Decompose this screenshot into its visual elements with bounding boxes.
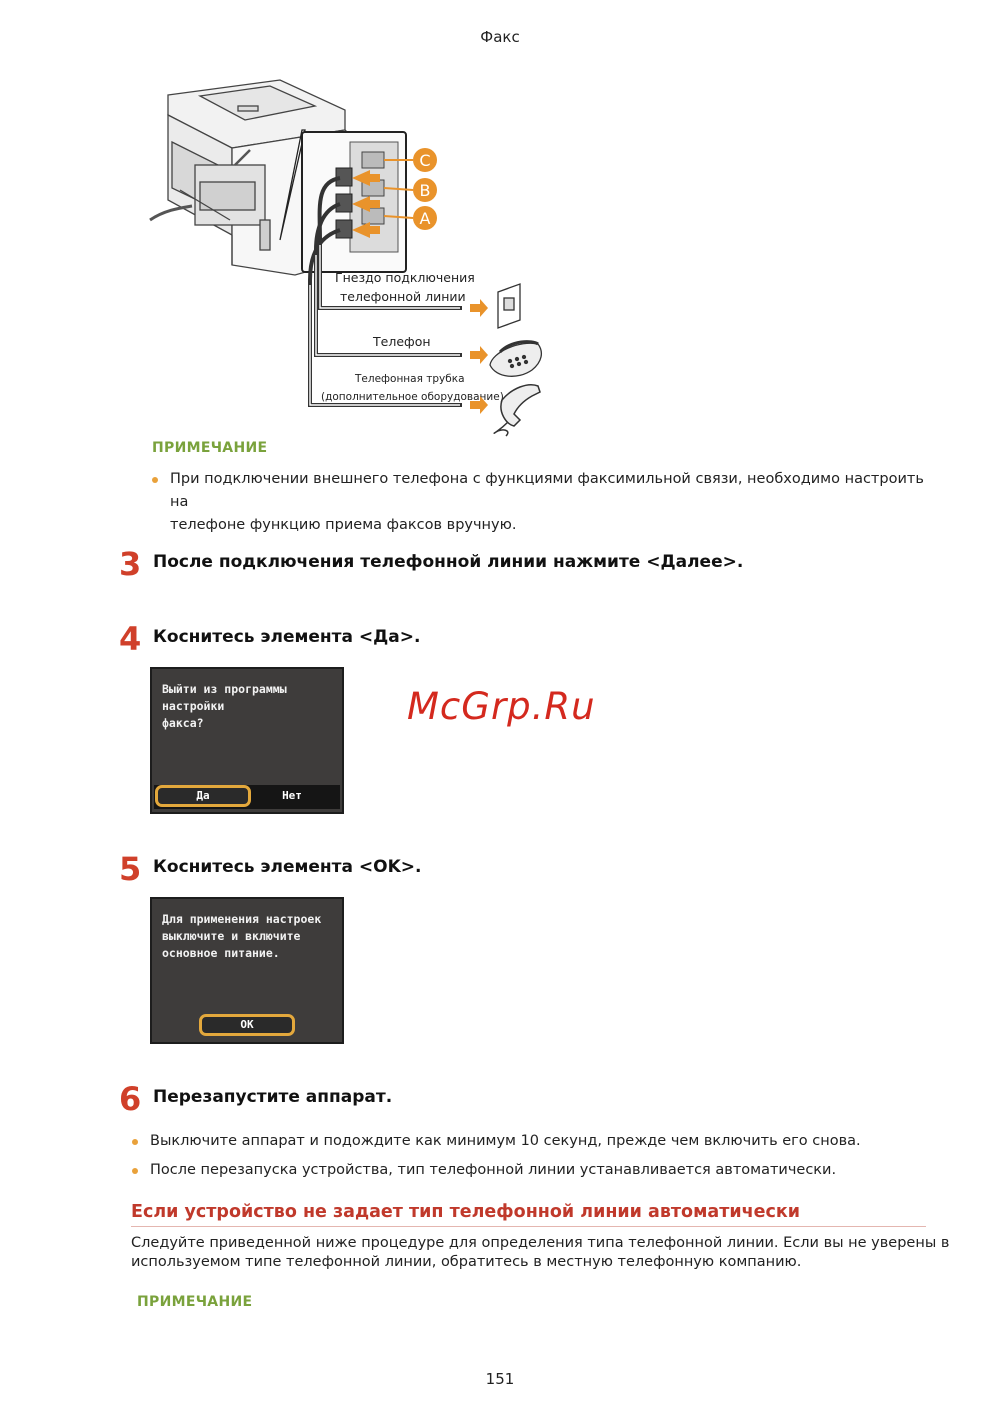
callout-a-label: A (419, 209, 431, 228)
section-divider (131, 1226, 926, 1227)
lcd-message: Выйти из программы настройки факса? (162, 682, 287, 730)
note-bullet-line1: При подключении внешнего телефона с функциями факсимильной связи, необходимо настроить на (170, 471, 924, 510)
section-paragraph-line1: Следуйте приведенной ниже процедуре для определения типа телефонной линии. Если вы не уверены в (131, 1235, 950, 1251)
step-6-bullet-1 (132, 1130, 952, 1153)
section-title: Если устройство не задает тип телефонной линии автоматически (131, 1202, 800, 1222)
note-bullet-line2: телефоне функцию приема факсов вручную. (170, 517, 517, 533)
section-paragraph-line2: используемом типе телефонной линии, обратитесь в местную телефонную компанию. (131, 1254, 802, 1270)
bullet-text: После перезапуска устройства, тип телефонной линии устанавливается автоматически. (150, 1162, 837, 1178)
bullet-dot (152, 477, 158, 483)
telephone-label: Телефон (373, 334, 431, 349)
callout-a (413, 206, 437, 230)
line-jack-label-2: телефонной линии (340, 289, 466, 304)
lcd-message: Для применения настроек выключите и включите основное питание. (162, 912, 322, 960)
page-number: 151 (485, 1370, 515, 1388)
step-5-number: 5 (119, 850, 142, 888)
callout-c-label: C (419, 151, 431, 170)
callout-b-label: B (419, 181, 431, 200)
handset-label-2: (дополнительное оборудование) (321, 391, 504, 403)
bullet-dot (132, 1168, 138, 1174)
handset-label-1: Телефонная трубка (355, 373, 465, 385)
step-3-number: 3 (119, 545, 142, 583)
bullet-dot (132, 1139, 138, 1145)
step-4-number: 4 (119, 620, 142, 658)
lcd-screen-exit-setup (150, 667, 344, 814)
note-bullet (152, 468, 942, 537)
section-paragraph (131, 1234, 951, 1272)
line-jack-label-1: Гнездо подключения (335, 270, 475, 285)
step-4-text: Коснитесь элемента <Да>. (153, 627, 421, 647)
no-button[interactable]: Нет (282, 789, 302, 802)
note-title: ПРИМЕЧАНИЕ (152, 440, 268, 456)
step-5-text: Коснитесь элемента <OK>. (153, 857, 422, 877)
bullet-text: Выключите аппарат и подождите как минимум 10 секунд, прежде чем включить его снова. (150, 1133, 861, 1149)
lcd-screen-restart (150, 897, 344, 1044)
step-6-text: Перезапустите аппарат. (153, 1087, 393, 1107)
step-6-bullet-2 (132, 1159, 952, 1182)
yes-button[interactable]: Да (155, 785, 251, 807)
ok-button[interactable]: OK (199, 1014, 295, 1036)
note-title-2: ПРИМЕЧАНИЕ (137, 1294, 253, 1310)
watermark: McGrp.Ru (407, 685, 596, 728)
step-6-number: 6 (119, 1080, 142, 1118)
step-3-text: После подключения телефонной линии нажмите <Далее>. (153, 552, 744, 572)
callout-b (413, 178, 437, 202)
wall-jack-icon (498, 284, 520, 328)
page-header: Факс (480, 28, 520, 46)
telephone-icon (490, 342, 541, 377)
callout-c (413, 148, 437, 172)
connection-illustration (140, 70, 560, 440)
